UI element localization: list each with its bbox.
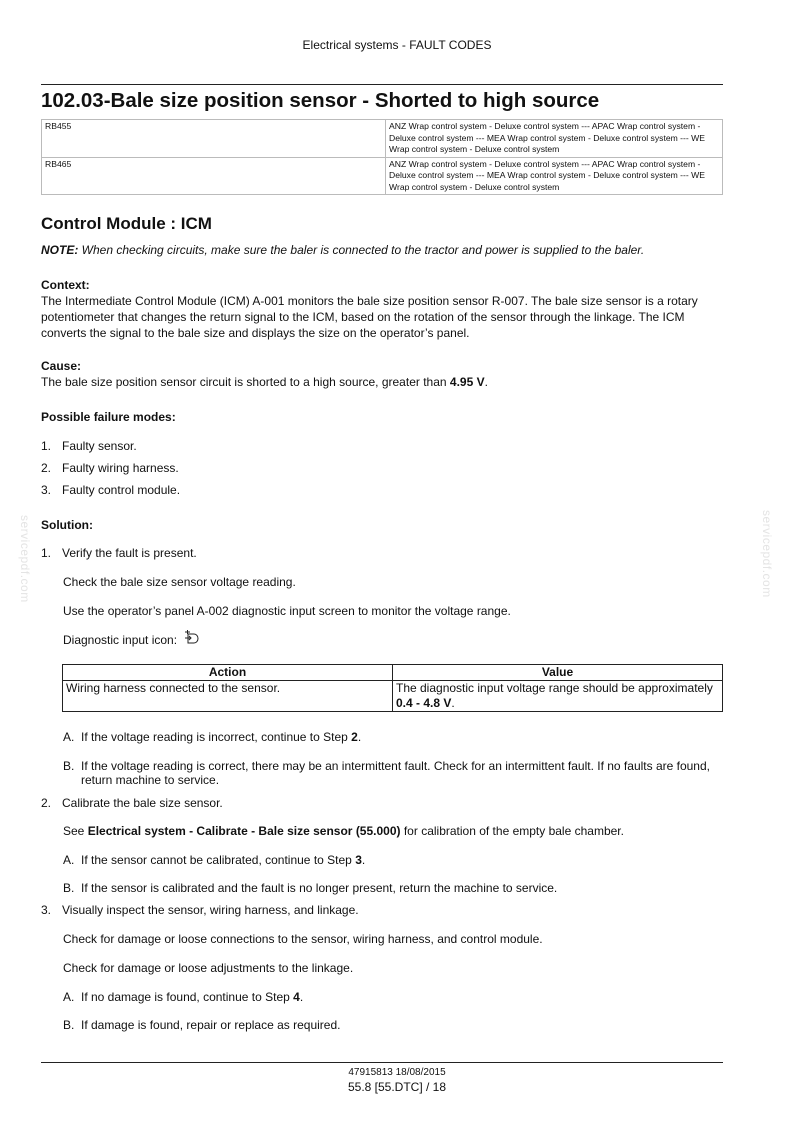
step-3-text: Visually inspect the sensor, wiring harness, and linkage. (62, 903, 359, 917)
systems-cell: ANZ Wrap control system - Deluxe control system --- APAC Wrap control system - Deluxe control system --- MEA Wrap control system - Deluxe control system --- WE Wrap control system - Deluxe control system (386, 157, 723, 195)
table-row (42, 157, 723, 195)
option-end: . (357, 730, 362, 744)
option-text: If no damage is found, continue to Step (81, 990, 294, 1004)
page-header: Electrical systems - FAULT CODES (302, 38, 492, 52)
option-letter: A. (63, 990, 75, 1004)
control-module-heading: Control Module : ICM (41, 214, 212, 233)
cause-value: 4.95 V (449, 375, 485, 389)
model-cell: RB455 (42, 120, 386, 158)
step-3-option-b: If damage is found, repair or replace as required. (81, 1018, 341, 1032)
step-3-paragraph: Check for damage or loose adjustments to the linkage. (63, 961, 354, 975)
step-1-paragraph: Use the operator’s panel A-002 diagnostic input screen to monitor the voltage range. (63, 604, 511, 618)
failure-modes-label: Possible failure modes: (41, 410, 176, 424)
context-label: Context: (41, 278, 90, 292)
fault-title: 102.03-Bale size position sensor - Shorted to high source (41, 89, 600, 112)
step-2-see (63, 824, 624, 838)
failure-mode-item: Faulty sensor. (62, 439, 137, 453)
value-text: The diagnostic input voltage range should be approximately (396, 681, 713, 695)
option-end: . (361, 853, 366, 867)
context-text: The Intermediate Control Module (ICM) A-001 monitors the bale size position sensor R-007. The bale size sensor is a rotary potentiometer that changes the return signal to the ICM, based on the rotation of the sensor through the linkage. The ICM converts the signal to the bale size and displays the size on the operator’s panel. (41, 294, 698, 340)
note (41, 243, 644, 257)
step-3-option-a (81, 990, 303, 1004)
cause-text (41, 374, 725, 390)
cause-text-main: The bale size position sensor circuit is shorted to a high source, greater than (41, 375, 450, 389)
value-end: . (451, 696, 455, 710)
step-number: 3. (41, 903, 52, 917)
option-letter: A. (63, 730, 75, 744)
table-header-row (63, 665, 723, 681)
watermark-left: servicepdf.com (18, 515, 32, 603)
step-3-paragraph: Check for damage or loose connections to the sensor, wiring harness, and control module. (63, 932, 543, 946)
watermark-right: servicepdf.com (760, 510, 774, 598)
note-text: When checking circuits, make sure the baler is connected to the tractor and power is supplied to the baler. (78, 243, 645, 257)
diagnostic-input-label: Diagnostic input icon: (63, 633, 178, 647)
step-reference: 4 (293, 990, 300, 1004)
table-row (42, 120, 723, 158)
failure-mode-item: Faulty control module. (62, 483, 181, 497)
value-range: 0.4 - 4.8 V (396, 696, 452, 710)
column-header: Action (63, 665, 393, 681)
option-text: If the sensor cannot be calibrated, continue to Step (81, 853, 356, 867)
column-header: Value (393, 665, 723, 681)
failure-mode-number: 2. (41, 461, 52, 475)
step-reference: 2 (351, 730, 358, 744)
option-letter: B. (63, 1018, 75, 1032)
option-letter: B. (63, 759, 75, 773)
option-text: If the voltage reading is incorrect, continue to Step (81, 730, 352, 744)
failure-mode-number: 3. (41, 483, 52, 497)
solution-label: Solution: (41, 518, 93, 532)
step-number: 1. (41, 546, 52, 560)
model-cell: RB465 (42, 157, 386, 195)
step-1-text: Verify the fault is present. (62, 546, 197, 560)
value-cell (393, 681, 723, 712)
step-reference: 3 (355, 853, 362, 867)
step-1-paragraph: Check the bale size sensor voltage reading. (63, 575, 296, 589)
failure-mode-item: Faulty wiring harness. (62, 461, 179, 475)
cause-label: Cause: (41, 359, 82, 373)
cause-end: . (484, 375, 488, 389)
step-1-option-a (81, 730, 361, 744)
option-letter: B. (63, 881, 75, 895)
table-row (63, 681, 723, 712)
diagnostic-table (62, 664, 723, 712)
title-rule (41, 84, 723, 85)
step-2-option-b: If the sensor is calibrated and the fault is no longer present, return the machine to service. (81, 881, 558, 895)
action-cell: Wiring harness connected to the sensor. (63, 681, 393, 712)
step-2-text: Calibrate the bale size sensor. (62, 796, 223, 810)
page-number: 55.8 [55.DTC] / 18 (347, 1080, 447, 1094)
diagnostic-input-icon (183, 630, 201, 649)
see-text: See (63, 824, 88, 838)
step-number: 2. (41, 796, 52, 810)
calibration-reference-link[interactable]: Electrical system - Calibrate - Bale size sensor (55.000) (87, 824, 401, 838)
failure-mode-number: 1. (41, 439, 52, 453)
diagnostic-input-line (63, 630, 201, 649)
footer-rule (41, 1062, 723, 1063)
option-letter: A. (63, 853, 75, 867)
step-1-option-b: If the voltage reading is correct, there may be an intermittent fault. Check for an intermittent fault. If no faults are found, return machine to service. (81, 759, 710, 787)
step-2-option-a (81, 853, 365, 867)
see-end: for calibration of the empty bale chamber. (400, 824, 624, 838)
option-end: . (299, 990, 304, 1004)
model-applicability-table (41, 119, 723, 195)
note-label: NOTE: (41, 243, 79, 257)
document-id: 47915813 18/08/2015 (348, 1067, 446, 1078)
systems-cell: ANZ Wrap control system - Deluxe control system --- APAC Wrap control system - Deluxe control system --- MEA Wrap control system - Deluxe control system --- WE Wrap control system - Deluxe control system (386, 120, 723, 158)
